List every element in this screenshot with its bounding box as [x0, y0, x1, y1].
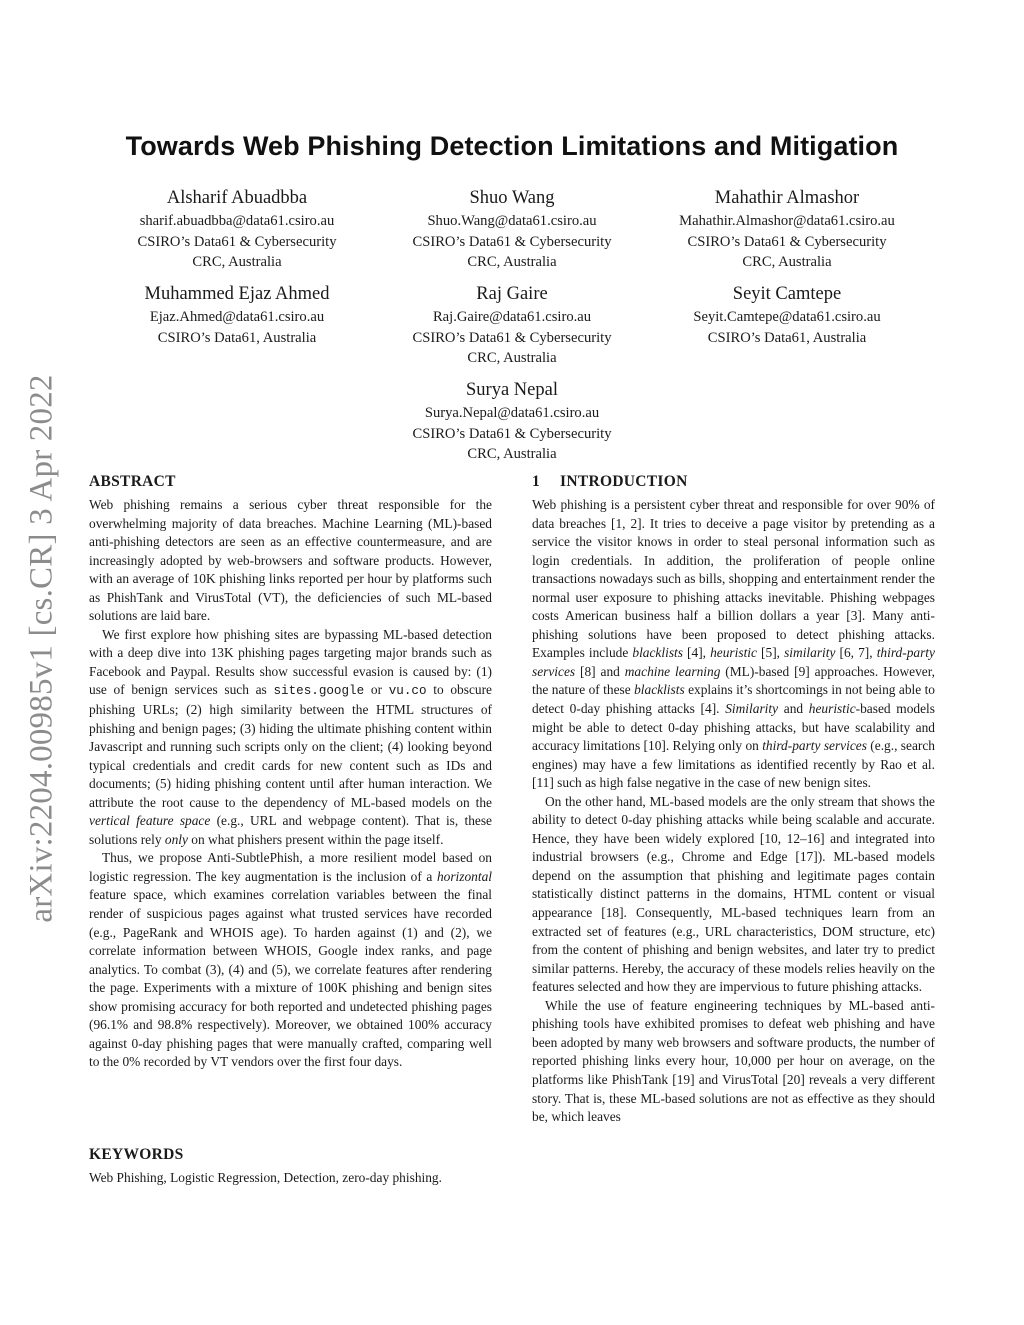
author-email: Raj.Gaire@data61.csiro.au: [432, 309, 592, 325]
author-name: Shuo Wang: [469, 188, 555, 208]
introduction-paragraph: Web phishing is a persistent cyber threat and responsible for over 90% of data breaches [1, 2]. It tries to deceive a page visitor by pretending as a service the visitor knows in order to steal personal information such as login credentials. In addition, the proliferation of people online transactions nowadays such as bills, shopping and entertainment render the normal user exposure to phishing attacks inevitable. Phishing webpages costs American business half a billion dollars a year [3]. Many anti-phishing solutions have been proposed to detect phishing attacks. Examples include blacklists [4], heuristic [5], similarity [6, 7], third-party services [8] and machine learning (ML)-based [9] approaches. However, the nature of these blacklists explains it’s shortcomings in not being able to detect 0-day phishing attacks [4]. Similarity and heuristic-based models might be able to detect 0-day phishing attacks, but have scalability and accuracy limitations [10]. Relying only on third-party services (e.g., search engines) may have a few limitations as identified recently by Rao et al. [11] such as high false negative in the case of new benign sites.: [532, 497, 935, 791]
author-name: Surya Nepal: [466, 380, 558, 400]
author-name: Mahathir Almashor: [714, 188, 860, 208]
author-affiliation: CSIRO’s Data61 & Cybersecurity: [412, 233, 612, 250]
author-name: Raj Gaire: [476, 284, 548, 304]
right-column: [532, 472, 935, 1127]
author-email: Ejaz.Ahmed@data61.csiro.au: [149, 309, 325, 325]
abstract-paragraph: We first explore how phishing sites are bypassing ML-based detection with a deep dive into 13K phishing pages targeting major brands such as Facebook and Paypal. Results show successful evasion is caused by: (1) use of benign services such as sites.google or vu.co to obscure phishing URLs; (2) high similarity between the HTML structures of phishing and benign pages; (3) hiding the ultimate phishing content within Javascript and running such scripts only on the client; (4) looking beyond typical credentials and credit cards for new content such as IDs and documents; (5) hiding phishing content until after human interaction. We attribute the root cause to the dependency of ML-based models on the vertical feature space (e.g., URL and webpage content). That is, these solutions rely only on what phishers present within the page itself.: [89, 626, 493, 847]
keywords-text: Web Phishing, Logistic Regression, Detection, zero-day phishing.: [89, 1170, 442, 1185]
author-affiliation: CSIRO’s Data61, Australia: [157, 329, 317, 346]
author-block: [362, 379, 662, 465]
author-email: Surya.Nepal@data61.csiro.au: [424, 405, 600, 421]
author-block: [362, 187, 662, 273]
author-name: Seyit Camtepe: [732, 284, 842, 304]
paper-title: Towards Web Phishing Detection Limitations and Mitigation: [125, 131, 899, 161]
author-email: Seyit.Camtepe@data61.csiro.au: [693, 309, 881, 325]
author-affiliation: CRC, Australia: [467, 350, 557, 366]
keywords-heading: KEYWORDS: [89, 1146, 184, 1163]
left-column: [89, 472, 492, 1072]
author-name: Muhammed Ejaz Ahmed: [144, 284, 330, 304]
author-block: [87, 283, 387, 348]
author-block: [87, 187, 387, 273]
author-affiliation: CSIRO’s Data61 & Cybersecurity: [412, 425, 612, 442]
abstract-heading: ABSTRACT: [89, 473, 176, 490]
introduction-paragraph: While the use of feature engineering techniques by ML-based anti-phishing tools have exhibited promises to defeat web phishing and have been adopted by many web browsers and software products, the number of reported phishing links every hour, 10,000 per hour on average, on the platforms like PhishTank [19] and VirusTotal [20] reveals a very different story. That is, these ML-based solutions are not as effective as they should be, which leaves: [532, 997, 935, 1125]
author-block: [637, 283, 937, 348]
author-affiliation: CRC, Australia: [467, 446, 557, 462]
arxiv-identifier: arXiv:2204.00985v1 [cs.CR] 3 Apr 2022: [23, 373, 60, 923]
author-affiliation: CRC, Australia: [742, 254, 832, 270]
author-affiliation: CRC, Australia: [467, 254, 557, 270]
author-email: sharif.abuadbba@data61.csiro.au: [139, 213, 335, 229]
author-email: Shuo.Wang@data61.csiro.au: [427, 213, 597, 229]
author-affiliation: CSIRO’s Data61 & Cybersecurity: [412, 329, 612, 346]
author-block: [637, 187, 937, 273]
abstract-paragraph: Thus, we propose Anti-SubtlePhish, a more resilient model based on logistic regression. The key augmentation is the inclusion of a horizontal feature space, which examines correlation variables between the final render of suspicious pages against what trusted services have recorded (e.g., PageRank and WHOIS age). To harden against (1) and (2), we correlate information between WHOIS, Google index ranks, and page analytics. To combat (3), (4) and (5), we correlate features after rendering the page. Experiments with a mixture of 100K phishing and benign sites show promising accuracy for both reported and undetected phishing pages (96.1% and 98.8% respectively). Moreover, we obtained 100% accuracy against 0-day phishing pages that were manually crafted, comparing well to the 0% recorded by VT vendors over the first four days.: [89, 850, 492, 1070]
abstract-paragraph: Web phishing remains a serious cyber threat responsible for the overwhelming majority of data breaches. Machine Learning (ML)-based anti-phishing detectors are seen as an effective countermeasure, and are increasingly adopted by web-browsers and software products. However, with an average of 10K phishing links reported per hour by platforms such as PhishTank and VirusTotal (VT), the deficiencies of such ML-based solutions are laid bare.: [89, 497, 492, 624]
introduction-heading: 1 INTRODUCTION: [532, 473, 688, 490]
author-email: Mahathir.Almashor@data61.csiro.au: [679, 213, 895, 229]
author-name: Alsharif Abuadbba: [166, 188, 308, 208]
author-affiliation: CSIRO’s Data61, Australia: [707, 329, 867, 346]
author-affiliation: CSIRO’s Data61 & Cybersecurity: [137, 233, 337, 250]
keywords-section: [89, 1145, 492, 1188]
introduction-paragraph: On the other hand, ML-based models are the only stream that shows the ability to detect 0-day phishing attacks while being scalable and accurate. Hence, they have been widely explored [10, 12–16] and integrated into industrial browsers (e.g., Chrome and Edge [17]). ML-based models depend on the assumption that phishing and legitimate pages contain statistically distinct patterns in the domains, HTML content or visual appearance [18]. Consequently, ML-based techniques learn from an extracted set of features (e.g., URL characteristics, DOM structure, etc) from the content of phishing and benign websites, and later try to predict similar patterns. Hereby, the accuracy of these models relies heavily on the features selected and how they are impervious to future phishing attacks.: [532, 793, 935, 995]
author-affiliation: CSIRO’s Data61 & Cybersecurity: [687, 233, 887, 250]
author-block: [362, 283, 662, 369]
author-affiliation: CRC, Australia: [192, 254, 282, 270]
